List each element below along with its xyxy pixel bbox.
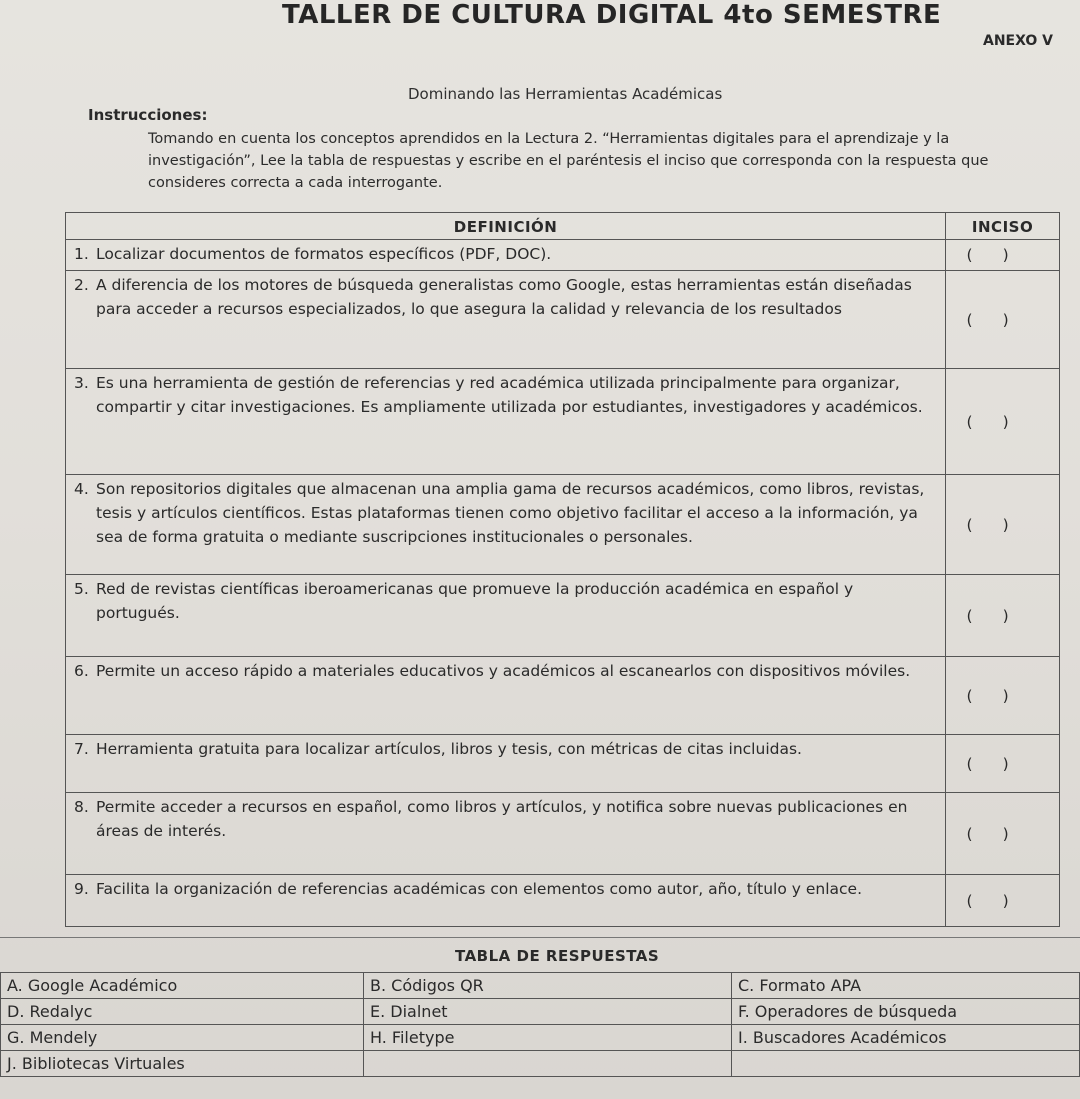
answer-input[interactable] [946,240,1060,271]
question-cell [66,369,946,475]
question-row [66,735,1060,793]
question-number: 5. [74,580,89,598]
answer-option: I. Buscadores Académicos [732,1025,1080,1051]
question-cell [66,240,946,271]
answer-parentheses: () [966,515,1039,534]
answer-parentheses: () [966,824,1039,843]
answers-row [1,1051,1080,1077]
answer-input[interactable] [946,369,1060,475]
answer-input[interactable] [946,657,1060,735]
question-number: 1. [74,245,89,263]
question-cell [66,793,946,875]
answer-parentheses: () [966,310,1039,329]
question-row [66,793,1060,875]
question-text: Herramienta gratuita para localizar artículos, libros y tesis, con métricas de citas incluidas. [96,740,802,758]
answer-input[interactable] [946,793,1060,875]
question-cell [66,735,946,793]
answer-header: INCISO [946,213,1060,240]
question-row [66,575,1060,657]
question-row [66,657,1060,735]
questions-header-row [66,213,1060,240]
definition-header: DEFINICIÓN [66,213,946,240]
question-row [66,369,1060,475]
answers-table [0,972,1080,1077]
answers-title: TABLA DE RESPUESTAS [455,947,660,965]
answer-option: B. Códigos QR [364,973,732,999]
answer-parentheses: () [966,412,1039,431]
answer-parentheses: () [966,606,1039,625]
question-text: Es una herramienta de gestión de referencias y red académica utilizada principalmente para organizar, compartir y citar investigaciones. Es ampliamente utilizada por estudiantes, investigadores y académicos. [96,374,923,416]
answer-option: G. Mendely [1,1025,364,1051]
answers-row [1,973,1080,999]
question-cell [66,575,946,657]
answer-option: J. Bibliotecas Virtuales [1,1051,364,1077]
question-text: Son repositorios digitales que almacenan una amplia gama de recursos académicos, como libros, revistas, tesis y artículos científicos. Estas plataformas tienen como objetivo facilitar el acceso a la información, ya sea de forma gratuita o mediante suscripciones institucionales o personales. [96,480,925,546]
question-text: Red de revistas científicas iberoamericanas que promueve la producción académica en español y portugués. [96,580,854,622]
answers-row [1,1025,1080,1051]
answer-input[interactable] [946,735,1060,793]
page-title: TALLER DE CULTURA DIGITAL 4to SEMESTRE [282,0,942,30]
answers-row [1,999,1080,1025]
answer-parentheses: () [966,686,1039,705]
question-number: 9. [74,880,89,898]
question-text: Facilita la organización de referencias académicas con elementos como autor, año, título y enlace. [96,880,863,898]
answer-option [732,1051,1080,1077]
question-cell [66,475,946,575]
instructions-heading: Instrucciones: [88,106,208,124]
question-row [66,875,1060,927]
question-number: 3. [74,374,89,392]
annex-label: ANEXO V [983,33,1054,49]
page-subtitle: Dominando las Herramientas Académicas [408,85,723,103]
divider-line [0,937,1080,938]
answer-parentheses: () [966,891,1039,910]
question-text: Permite acceder a recursos en español, como libros y artículos, y notifica sobre nuevas publicaciones en áreas de interés. [96,798,908,840]
question-text: Permite un acceso rápido a materiales educativos y académicos al escanearlos con dispositivos móviles. [96,662,911,680]
answer-parentheses: () [966,754,1039,773]
answer-option: E. Dialnet [364,999,732,1025]
answer-parentheses: () [966,246,1039,264]
question-text: A diferencia de los motores de búsqueda generalistas como Google, estas herramientas están diseñadas para acceder a recursos especializados, lo que asegura la calidad y relevancia de los resultados [96,276,912,318]
question-number: 6. [74,662,89,680]
answer-option [364,1051,732,1077]
answer-option: C. Formato APA [732,973,1080,999]
answer-input[interactable] [946,271,1060,369]
question-number: 7. [74,740,89,758]
answer-option: F. Operadores de búsqueda [732,999,1080,1025]
question-row [66,475,1060,575]
question-text: Localizar documentos de formatos específicos (PDF, DOC). [96,245,552,263]
question-cell [66,271,946,369]
question-number: 4. [74,480,89,498]
question-cell [66,657,946,735]
question-number: 2. [74,276,89,294]
question-cell [66,875,946,927]
answer-input[interactable] [946,475,1060,575]
answer-input[interactable] [946,575,1060,657]
instructions-text: Tomando en cuenta los conceptos aprendidos en la Lectura 2. “Herramientas digitales para el aprendizaje y la investigación”, Lee la tabla de respuestas y escribe en el paréntesis el inciso que corresponda con la respuesta que consideres correcta a cada interrogante. [148,131,989,191]
question-number: 8. [74,798,89,816]
answer-option: H. Filetype [364,1025,732,1051]
question-row [66,271,1060,369]
answer-option: D. Redalyc [1,999,364,1025]
answer-input[interactable] [946,875,1060,927]
questions-table [65,212,1060,927]
question-row [66,240,1060,271]
answer-option: A. Google Académico [1,973,364,999]
